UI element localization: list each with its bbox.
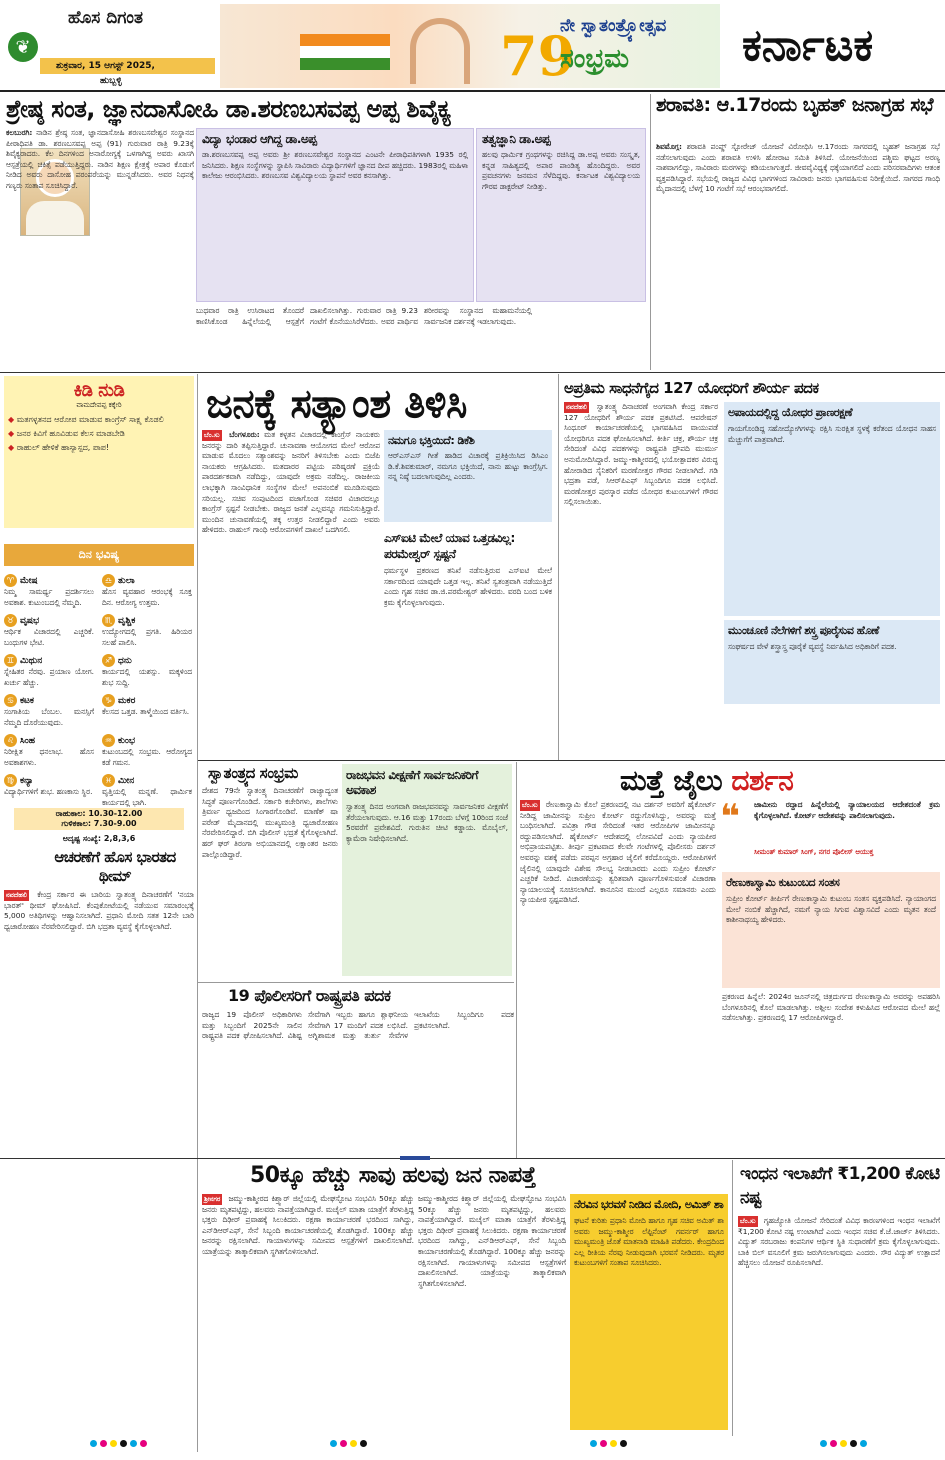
disaster-headline: 50ಕ್ಕೂ ಹೆಚ್ಚು ಸಾವು ಹಲವು ಜನ ನಾಪತ್ತೆ [250,1163,536,1188]
sign-name: ಕನ್ಯಾ [20,776,34,786]
quote-text: ಜಾಮೀನು ರದ್ದಾದ ಹಿನ್ನೆಲೆಯಲ್ಲಿ ನ್ಯಾಯಾಲಯದ ಆದೇಶದಂತೆ ಕ್ರಮ ಕೈಗೊಳ್ಳಲಾಗಿದೆ. ಕೋರ್ಟ್‌ ಆದೇಶವನ್ನು ಪಾಲಿಸಲಾಗುವುದು. [754,800,940,820]
main-headline: ಜನಕ್ಕೆ ಸತ್ಯಾಂಶ ತಿಳಿಸಿ [206,381,467,427]
capricorn-icon: ♑ [102,694,115,707]
india-gate-icon [410,18,470,84]
jail-headline [620,764,940,798]
horoscope-item [102,688,192,733]
awards-box-1 [724,402,940,616]
gemini-icon: ♊ [4,654,17,667]
awards-body: ಸ್ವಾತಂತ್ರ್ಯ ದಿನಾಚರಣೆ ಅಂಗವಾಗಿ ಕೇಂದ್ರ ಸರ್ಕಾರ 127 ಯೋಧರಿಗೆ ಶೌರ್ಯ ಪದಕ ಪ್ರಕಟಿಸಿದೆ. ಆಪರೇಷನ್‌ ಸಿಂಧೂರ್‌ ಕಾರ್ಯಾಚರಣೆಯಲ್ಲಿ ಭಾಗವಹಿಸಿದ ವಾಯುಪಡೆ ಯೋಧರಿಗೂ ಪದಕ ಘೋಷಿಸಲಾಗಿದೆ. ಕೀರ್ತಿ ಚಕ್ರ, ಶೌರ್ಯ ಚಕ್ರ ಸೇರಿದಂತೆ ವಿವಿಧ ಪದಕಗಳನ್ನು ರಾಷ್ಟ್ರಪತಿ ದ್ರೌಪದಿ ಮುರ್ಮು ಅನುಮೋದಿಸಿದ್ದಾರೆ. ಜಮ್ಮು-ಕಾಶ್ಮೀರದಲ್ಲಿ ಭಯೋತ್ಪಾದಕರ ವಿರುದ್ಧ ಹೋರಾಡಿದ ಸೈನಿಕರಿಗೆ ಮರಣೋತ್ತರ ಗೌರವ ನೀಡಲಾಗಿದೆ. ಗಡಿ ಭದ್ರತಾ ಪಡೆ, ಸಿಆರ್‌ಪಿಎಫ್‌ ಸಿಬ್ಬಂದಿಗೂ ಪದಕ ಲಭಿಸಿದೆ. ಮರಣೋತ್ತರ ಪುರಸ್ಕಾರ ಪಡೆದ ಯೋಧರ ಕುಟುಂಬಗಳಿಗೆ ಗೌರವ ಸಲ್ಲಿಸಲಾಯಿತು. [564,402,718,507]
kidi-item-2 [8,428,190,439]
black-dot [360,1440,367,1447]
cyan-dot [860,1440,867,1447]
quote-author: ಸೀಮಂತ್‌ ಕುಮಾರ್‌ ಸಿಂಗ್‌, ನಗರ ಪೊಲೀಸ್‌ ಆಯುಕ್ತ [754,848,874,856]
source-tag: ಬೆಂ.ಸು [522,801,538,809]
lead-box2-body: ಹಲವು ಧಾರ್ಮಿಕ ಗ್ರಂಥಗಳನ್ನು ರಚಿಸಿದ್ದ ಡಾ.ಅಪ್ಪ ಅವರು ಸಂಸ್ಕೃತ, ಕನ್ನಡ ಸಾಹಿತ್ಯದಲ್ಲಿ ಅಪಾರ ಪಾಂಡಿತ್ಯ ಹೊಂದಿದ್ದರು. ಅವರ ಪ್ರವಚನಗಳು ಜನಮನ ಸೆಳೆದಿದ್ದವು. ಕರ್ನಾಟಕ ವಿಶ್ವವಿದ್ಯಾಲಯ ಗೌರವ ಡಾಕ್ಟರೇಟ್ ನೀಡಿತ್ತು. [482,150,640,191]
lead-box1-body: ಡಾ.ಶರಣಬಸವಪ್ಪ ಅಪ್ಪ ಅವರು ಶ್ರೀ ಶರಣಬಸವೇಶ್ವರ ಸಂಸ್ಥಾನದ ಎಂಟನೇ ಪೀಠಾಧಿಪತಿಗಳಾಗಿ 1935 ರಲ್ಲಿ ಜನಿಸಿದರು. ಶಿಕ್ಷಣ ಸಂಸ್ಥೆಗಳನ್ನು ಸ್ಥಾಪಿಸಿ ಸಾವಿರಾರು ವಿದ್ಯಾರ್ಥಿಗಳಿಗೆ ಜ್ಞಾನದ ದೀಪ ಹಚ್ಚಿದರು. 1983ರಲ್ಲಿ ಮಹಿಳಾ ಕಾಲೇಜು ಆರಂಭಿಸಿದರು. ಶರಣಬಸವ ವಿಶ್ವವಿದ್ಯಾಲಯ ಸ್ಥಾಪನೆ ಅವರ ಕನಸಾಗಿತ್ತು. [202,150,468,181]
lead-box1-title: ವಿದ್ಯಾ ಭಂಡಾರ ಆಗಿದ್ದ ಡಾ.ಅಪ್ಪ [202,132,317,146]
column-divider [650,94,651,370]
kidi-nudi-author: ವಾಮದೇವಪ್ಪ ಕಕ್ಕೇರಿ [76,401,122,409]
cyan-dot [90,1440,97,1447]
lucky-numbers: ಅದೃಷ್ಟ ಸಂಖ್ಯೆ: 2,8,3,6 [62,834,136,843]
horoscope-item [4,688,94,733]
taurus-icon: ♉ [4,614,17,627]
main-body: ಮತ ಕಳ್ಳತನ ವಿಚಾರದಲ್ಲಿ ಕಾಂಗ್ರೆಸ್‌ ನಾಯಕರು ಜನರನ್ನು ದಾರಿ ತಪ್ಪಿಸುತ್ತಿದ್ದಾರೆ. ಚುನಾವಣಾ ಆಯೋಗದ ಮೇಲೆ ಆರೋಪ ಮಾಡುವ ಮೊದಲು ಸತ್ಯಾಂಶವನ್ನು ಜನರಿಗೆ ತಿಳಿಸಬೇಕು ಎಂದು ಬಿಜೆಪಿ ನಾಯಕರು ಆಗ್ರಹಿಸಿದರು. ಮತದಾರರ ಪಟ್ಟಿಯ ಪರಿಷ್ಕರಣೆ ಪ್ರಕ್ರಿಯೆ ಪಾರದರ್ಶಕವಾಗಿ ನಡೆದಿದ್ದು, ಯಾವುದೇ ಅಕ್ರಮ ನಡೆದಿಲ್ಲ. ರಾಜಕೀಯ ಲಾಭಕ್ಕಾಗಿ ಸಾಂವಿಧಾನಿಕ ಸಂಸ್ಥೆಗಳ ಮೇಲೆ ಅಪನಂಬಿಕೆ ಮೂಡಿಸುವುದು ಸರಿಯಲ್ಲ. ಸಚಿವ ಸಂಪುಟದಿಂದ ವಜಾಗೊಂಡ ಸಚಿವರ ವಿಚಾರದಲ್ಲೂ ಕಾಂಗ್ರೆಸ್‌ ಸ್ಪಷ್ಟನೆ ನೀಡಬೇಕು. ರಾಜ್ಯದ ಜನತೆ ಎಲ್ಲವನ್ನೂ ಗಮನಿಸುತ್ತಿದ್ದಾರೆ. ಮುಂದಿನ ಚುನಾವಣೆಯಲ್ಲಿ ತಕ್ಕ ಉತ್ತರ ನೀಡಲಿದ್ದಾರೆ ಎಂದು ಅವರು ಹೇಳಿದರು. ರಾಹುಲ್‌ ಗಾಂಧಿ ಆರೋಪಗಳಿಗೆ ದಾಖಲೆ ಒದಗಿಸಲಿ. [202,430,380,535]
relief-body: ಘಟನೆ ಕುರಿತು ಪ್ರಧಾನಿ ಮೋದಿ ಹಾಗೂ ಗೃಹ ಸಚಿವ ಅಮಿತ್‌ ಶಾ ಅವರು ಜಮ್ಮು-ಕಾಶ್ಮೀರ ಲೆಫ್ಟಿನೆಂಟ್‌ ಗವರ್ನರ್‌ ಹಾಗೂ ಮುಖ್ಯಮಂತ್ರಿ ಜೊತೆ ಮಾತನಾಡಿ ಮಾಹಿತಿ ಪಡೆದರು. ಕೇಂದ್ರದಿಂದ ಎಲ್ಲ ರೀತಿಯ ನೆರವು ನೀಡುವುದಾಗಿ ಭರವಸೆ ನೀಡಿದರು. ಮೃತರ ಕುಟುಂಬಗಳಿಗೆ ಸಂತಾಪ ಸೂಚಿಸಿದರು. [574,1216,724,1268]
magenta-dot [340,1440,347,1447]
sign-name: ಮಿಥುನ [20,656,43,666]
sign-name: ವೃಶ್ಚಿಕ [118,616,136,626]
sign-text: ನಿಮ್ಮ ಸಾಮರ್ಥ್ಯ ಪ್ರದರ್ಶಿಸಲು ಅವಕಾಶ. ಕುಟುಂಬದಲ್ಲಿ ನೆಮ್ಮದಿ. [4,587,94,607]
awards-box2-title: ಮುಂಚೂಣಿ ನೆಲೆಗಳಿಗೆ ಶಸ್ತ್ರ ಪೂರೈಸುವ ಹೊಣೆ [728,624,879,637]
kidi-item-3 [8,442,190,453]
leaf-logo-icon: ❦ [8,32,38,62]
sign-text: ಕುಟುಂಬದಲ್ಲಿ ಸಂಭ್ರಮ. ಆರೋಗ್ಯದ ಕಡೆ ಗಮನ. [102,747,192,767]
rajbhavan-body: ಸ್ವಾತಂತ್ರ್ಯ ದಿನದ ಅಂಗವಾಗಿ ರಾಜಭವನವನ್ನು ಸಾರ್ವಜನಿಕರ ವೀಕ್ಷಣೆಗೆ ತೆರೆಯಲಾಗುವುದು. ಆ.16 ಮತ್ತು 17ರಂದು ಬೆಳಗ್ಗೆ 10ರಿಂದ ಸಂಜೆ 5ರವರೆಗೆ ಪ್ರವೇಶವಿದೆ. ಗುರುತಿನ ಚೀಟಿ ಕಡ್ಡಾಯ. ಮೊಬೈಲ್‌, ಕ್ಯಾಮೆರಾ ನಿಷೇಧಿಸಲಾಗಿದೆ. [346,802,508,843]
magenta-dot [100,1440,107,1447]
accent-bar [400,1156,430,1160]
horoscope-item [102,568,192,613]
family-title: ರೇಣುಕಾಸ್ವಾಮಿ ಕುಟುಂಬದ ಸಂತಸ [726,876,840,889]
lead-headline: ಶ್ರೇಷ್ಠ ಸಂತ, ಜ್ಞಾನದಾಸೋಹಿ ಡಾ.ಶರಣಬಸವಪ್ಪ ಅಪ್ಪ ಶಿವೈಕ್ಯ [6,95,452,123]
horoscope-item [4,648,94,693]
section-title: ಕರ್ನಾಟಕ [742,20,874,71]
print-registration-marks [820,1440,867,1447]
jail-headline-red: ದರ್ಶನ [731,764,794,797]
awards-box2-body: ಸಂಘರ್ಷದ ವೇಳೆ ಶಸ್ತ್ರಾಸ್ತ್ರ ಪೂರೈಕೆ ವ್ಯವಸ್ಥೆ ನಿರ್ವಹಿಸಿದ ಅಧಿಕಾರಿಗೆ ಪದಕ. [728,642,897,651]
fuel-article [738,1216,940,1430]
sign-text: ಕಾರ್ಯದಲ್ಲಿ ಯಶಸ್ಸು. ಮಕ್ಕಳಿಂದ ಶುಭ ಸುದ್ದಿ. [102,667,192,687]
sign-name: ಸಿಂಹ [20,736,36,746]
kidi-nudi-title: ಕಿಡಿ ನುಡಿ [73,380,125,401]
flag-green-stripe [300,58,390,70]
sign-text: ನಿರೀಕ್ಷಿತ ಧನಲಾಭ. ಹೊಸ ಅವಕಾಶಗಳು. [4,747,94,767]
police-body: ರಾಜ್ಯದ 19 ಪೊಲೀಸ್‌ ಅಧಿಕಾರಿಗಳು ಮತ್ತು ಸಿಬ್ಬಂದಿಗೆ 2025ನೇ ಸಾಲಿನ ರಾಷ್ಟ್ರಪತಿ ಪದಕ ಘೋಷಿಸಲಾಗಿದೆ. ವಿಶಿಷ್ಟ ಸೇವೆಗಾಗಿ ಇಬ್ಬರು ಹಾಗೂ ಶ್ಲಾಘನೀಯ ಸೇವೆಗಾಗಿ 17 ಮಂದಿಗೆ ಪದಕ ಲಭಿಸಿದೆ. ಅಗ್ನಿಶಾಮಕ ಮತ್ತು ತುರ್ತು ಸೇವೆಗಳ ಇಲಾಖೆಯ ಸಿಬ್ಬಂದಿಗೂ ಪದಕ ಪ್ರಕಟಿಸಲಾಗಿದೆ. [202,1010,514,1041]
jail-body: ರೇಣುಕಾಸ್ವಾಮಿ ಕೊಲೆ ಪ್ರಕರಣದಲ್ಲಿ ನಟ ದರ್ಶನ್‌ ಅವರಿಗೆ ಹೈಕೋರ್ಟ್‌ ನೀಡಿದ್ದ ಜಾಮೀನನ್ನು ಸುಪ್ರೀಂ ಕೋರ್ಟ್‌ ರದ್ದುಗೊಳಿಸಿದ್ದು, ಅವರನ್ನು ಮತ್ತೆ ಬಂಧಿಸಲಾಗಿದೆ. ಪವಿತ್ರಾ ಗೌಡ ಸೇರಿದಂತೆ ಇತರ ಆರೋಪಿಗಳ ಜಾಮೀನನ್ನೂ ರದ್ದುಪಡಿಸಲಾಗಿದೆ. ಹೈಕೋರ್ಟ್‌ ಆದೇಶದಲ್ಲಿ ಲೋಪವಿದೆ ಎಂದು ನ್ಯಾಯಪೀಠ ಅಭಿಪ್ರಾಯಪಟ್ಟಿತು. ತೀರ್ಪು ಪ್ರಕಟವಾದ ಕೆಲವೇ ಗಂಟೆಗಳಲ್ಲಿ ಪೊಲೀಸರು ದರ್ಶನ್‌ ಅವರನ್ನು ವಶಕ್ಕೆ ಪಡೆದು ಪರಪ್ಪನ ಅಗ್ರಹಾರ ಜೈಲಿಗೆ ಕರೆದೊಯ್ದರು. ಆರೋಪಿಗಳಿಗೆ ಜೈಲಿನಲ್ಲಿ ಯಾವುದೇ ವಿಶೇಷ ಸೌಲಭ್ಯ ನೀಡಬಾರದು ಎಂದು ಸುಪ್ರೀಂ ಕೋರ್ಟ್‌ ಎಚ್ಚರಿಕೆ ನೀಡಿದೆ. ವಿಚಾರಣೆಯನ್ನು ತ್ವರಿತವಾಗಿ ಪೂರ್ಣಗೊಳಿಸುವಂತೆ ವಿಚಾರಣಾ ನ್ಯಾಯಾಲಯಕ್ಕೆ ಸೂಚಿಸಲಾಗಿದೆ. ಕಾನೂನಿನ ಮುಂದೆ ಎಲ್ಲರೂ ಸಮಾನರು ಎಂದು ನ್ಯಾಯಪೀಠ ಸ್ಪಷ್ಟಪಡಿಸಿದೆ. [520,800,716,905]
awards-article [564,402,718,754]
theme-body: ಕೇಂದ್ರ ಸರ್ಕಾರ ಈ ಬಾರಿಯ ಸ್ವಾತಂತ್ರ್ಯ ದಿನಾಚರಣೆಗೆ 'ನಯಾ ಭಾರತ್‌' ಥೀಮ್‌ ಘೋಷಿಸಿದೆ. ಕೆಂಪುಕೋಟೆಯಲ್ಲಿ ನಡೆಯುವ ಸಮಾರಂಭಕ್ಕೆ 5,000 ಅತಿಥಿಗಳನ್ನು ಆಹ್ವಾನಿಸಲಾಗಿದೆ. ಪ್ರಧಾನಿ ಮೋದಿ ಸತತ 12ನೇ ಬಾರಿ ಧ್ವಜಾರೋಹಣ ನೆರವೇರಿಸಲಿದ್ದಾರೆ. ಬಿಗಿ ಭದ್ರತಾ ವ್ಯವಸ್ಥೆ ಕೈಗೊಳ್ಳಲಾಗಿದೆ. [4,890,194,931]
main-dateline: ಬೆಂಗಳೂರು: [229,430,260,439]
sign-name: ಕಟಕ [20,696,34,706]
celebration-number: 79 [500,24,576,88]
disaster-article [202,1194,414,1430]
black-dot [620,1440,627,1447]
flag-white-stripe [300,46,390,58]
kidi-item-2-text: ಜನರ ಕಿವಿಗೆ ಹೂವಿಡುವ ಕೆಲಸ ಮಾಡಬೇಡಿ [16,429,125,438]
issue-date: ಶುಕ್ರವಾರ, 15 ಆಗಸ್ಟ್ 2025, [40,58,215,74]
sign-text: ಸ್ನೇಹಿತರ ನೆರವು. ಪ್ರಯಾಣ ಯೋಗ. ಖರ್ಚು ಹೆಚ್ಚು. [4,667,94,687]
fuel-headline: ಇಂಧನ ಇಲಾಖೆಗೆ ₹1,200 ಕೋಟಿ ನಷ್ಟ [740,1164,940,1208]
sit-title: ಎಸ್‌ಐಟಿ ಮೇಲೆ ಯಾವ ಒತ್ತಡವಿಲ್ಲ: ಪರಮೇಶ್ವರ್‌ ಸ್ಪಷ್ಟನೆ [384,531,515,561]
libra-icon: ♎ [102,574,115,587]
yellow-dot [840,1440,847,1447]
sign-text: ಆರ್ಥಿಕ ವಿಚಾರದಲ್ಲಿ ಎಚ್ಚರಿಕೆ. ಬಂಧುಗಳ ಭೇಟಿ. [4,627,94,647]
lead-dateline: ಕಲಬುರಗಿ: [6,128,33,137]
row-divider-3 [198,982,514,983]
black-dot [850,1440,857,1447]
leo-icon: ♌ [4,734,17,747]
black-dot [120,1440,127,1447]
family-body: ಸುಪ್ರೀಂ ಕೋರ್ಟ್‌ ತೀರ್ಪಿಗೆ ರೇಣುಕಾಸ್ವಾಮಿ ಕುಟುಂಬ ಸಂತಸ ವ್ಯಕ್ತಪಡಿಸಿದೆ. ನ್ಯಾಯಾಂಗದ ಮೇಲೆ ನಂಬಿಕೆ ಹೆಚ್ಚಾಗಿದೆ, ನಮಗೆ ನ್ಯಾಯ ಸಿಗುವ ವಿಶ್ವಾಸವಿದೆ ಎಂದು ಮೃತನ ತಂದೆ ಕಾಶೀನಾಥಯ್ಯ ಹೇಳಿದರು. [726,894,936,925]
disaster-body: ಜಮ್ಮು-ಕಾಶ್ಮೀರದ ಕಿಶ್ತ್ವಾರ್‌ ಜಿಲ್ಲೆಯಲ್ಲಿ ಮೇಘಸ್ಫೋಟ ಸಂಭವಿಸಿ 50ಕ್ಕೂ ಹೆಚ್ಚು ಜನರು ಮೃತಪಟ್ಟಿದ್ದು, ಹಲವರು ನಾಪತ್ತೆಯಾಗಿದ್ದಾರೆ. ಮಚೈಲ್‌ ಮಾತಾ ಯಾತ್ರೆಗೆ ತೆರಳುತ್ತಿದ್ದ ಭಕ್ತರು ದಿಢೀರ್‌ ಪ್ರವಾಹಕ್ಕೆ ಸಿಲುಕಿದರು. ರಕ್ಷಣಾ ಕಾರ್ಯಾಚರಣೆ ಭರದಿಂದ ಸಾಗಿದ್ದು, ಎನ್‌ಡಿಆರ್‌ಎಫ್‌, ಸೇನೆ ಸಿಬ್ಬಂದಿ ಕಾರ್ಯಾಚರಣೆಯಲ್ಲಿ ತೊಡಗಿದ್ದಾರೆ. 100ಕ್ಕೂ ಹೆಚ್ಚು ಜನರನ್ನು ರಕ್ಷಿಸಲಾಗಿದೆ. ಗಾಯಾಳುಗಳನ್ನು ಸಮೀಪದ ಆಸ್ಪತ್ರೆಗಳಿಗೆ ದಾಖಲಿಸಲಾಗಿದೆ. ಯಾತ್ರೆಯನ್ನು ತಾತ್ಕಾಲಿಕವಾಗಿ ಸ್ಥಗಿತಗೊಳಿಸಲಾಗಿದೆ. [202,1194,414,1256]
awards-box1-title: ಅಪಾಯದಲ್ಲಿದ್ದ ಯೋಧರ ಪ್ರಾಣರಕ್ಷಣೆ [728,406,853,419]
kidi-item-1-text: ಮತಗಳ್ಳತನದ ಆರೋಪ ಮಾಡುವ ಕಾಂಗ್ರೆಸ್‌ ಸಾಕ್ಷ್ಯ ಕೊಡಲಿ [16,415,164,424]
police-quote [720,797,940,868]
masthead [0,0,945,92]
horoscope-grid [4,568,194,807]
bullet-icon: ◆ [8,443,17,452]
column-divider [516,762,517,1158]
horoscope-item [102,768,192,813]
rajbhavan-box [342,764,512,976]
theme-headline: ಆಚರಣೆಗೆ ಹೊಸ ಭಾರತದ ಥೀಮ್‌ [54,848,176,885]
print-registration-marks [590,1440,627,1447]
sign-text: ಹೊಸ ವ್ಯವಹಾರ ಆರಂಭಕ್ಕೆ ಸೂಕ್ತ ದಿನ. ಆರೋಗ್ಯ ಉತ್ತಮ. [102,587,192,607]
sign-name: ಧನು [118,656,132,666]
relief-title: ನೆರವಿನ ಭರವಸೆ ನೀಡಿದ ಮೋದಿ, ಅಮಿತ್‌ ಶಾ [574,1198,724,1211]
sign-name: ಕುಂಭ [118,736,136,746]
awards-box-2 [724,620,940,704]
awards-headline: ಅಪ್ರತಿಮ ಸಾಧನೆಗೈದ 127 ಯೋಧರಿಗೆ ಶೌರ್ಯ ಪದಕ [564,379,819,397]
sign-text: ಕೆಲಸದ ಒತ್ತಡ. ತಾಳ್ಮೆಯಿಂದ ವರ್ತಿಸಿ. [102,707,190,716]
quote-icon: ❝ [720,797,740,837]
awards-box1-body: ಗಾಯಗೊಂಡಿದ್ದ ಸಹೋದ್ಯೋಗಿಗಳನ್ನು ರಕ್ಷಿಸಿ ಸುರಕ್ಷಿತ ಸ್ಥಳಕ್ಕೆ ಕರೆತಂದ ಯೋಧನ ಸಾಹಸ ಮೆಚ್ಚುಗೆಗೆ ಪಾತ್ರವಾಗಿದೆ. [728,424,936,444]
row-divider-1 [0,372,945,373]
rajbhavan-headline: ರಾಜಭವನ ವೀಕ್ಷಣೆಗೆ ಸಾರ್ವಜನಿಕರಿಗೆ ಅವಕಾಶ [346,768,478,797]
dks-box [384,430,552,522]
sharavathi-headline: ಶರಾವತಿ: ಆ.17ರಂದು ಬೃಹತ್ ಜನಾಗ್ರಹ ಸಭೆ [656,94,934,116]
celebration-line-2: ಸಂಭ್ರಮ [560,44,629,74]
cancer-icon: ♋ [4,694,17,707]
lead-continued-text: ಬುಧವಾರ ರಾತ್ರಿ ಉಸಿರಾಟದ ತೊಂದರೆ ಕಾಣಿಸಿಕೊಂಡ ಹಿನ್ನೆಲೆಯಲ್ಲಿ ಆಸ್ಪತ್ರೆಗೆ ದಾಖಲಿಸಲಾಗಿತ್ತು. ಗುರುವಾರ ರಾತ್ರಿ 9.23 ಗಂಟೆಗೆ ಕೊನೆಯುಸಿರೆಳೆದರು. ಅವರ ಪಾರ್ಥಿವ ಶರೀರವನ್ನು ಸಂಸ್ಥಾನದ ಮಹಾಮನೆಯಲ್ಲಿ ಸಾರ್ವಜನಿಕ ದರ್ಶನಕ್ಕೆ ಇಡಲಾಗುವುದು. [196,306,532,326]
horoscope-item [4,728,94,773]
disaster-continued: ಜಮ್ಮು-ಕಾಶ್ಮೀರದ ಕಿಶ್ತ್ವಾರ್‌ ಜಿಲ್ಲೆಯಲ್ಲಿ ಮೇಘಸ್ಫೋಟ ಸಂಭವಿಸಿ 50ಕ್ಕೂ ಹೆಚ್ಚು ಜನರು ಮೃತಪಟ್ಟಿದ್ದು, ಹಲವರು ನಾಪತ್ತೆಯಾಗಿದ್ದಾರೆ. ಮಚೈಲ್‌ ಮಾತಾ ಯಾತ್ರೆಗೆ ತೆರಳುತ್ತಿದ್ದ ಭಕ್ತರು ದಿಢೀರ್‌ ಪ್ರವಾಹಕ್ಕೆ ಸಿಲುಕಿದರು. ರಕ್ಷಣಾ ಕಾರ್ಯಾಚರಣೆ ಭರದಿಂದ ಸಾಗಿದ್ದು, ಎನ್‌ಡಿಆರ್‌ಎಫ್‌, ಸೇನೆ ಸಿಬ್ಬಂದಿ ಕಾರ್ಯಾಚರಣೆಯಲ್ಲಿ ತೊಡಗಿದ್ದಾರೆ. 100ಕ್ಕೂ ಹೆಚ್ಚು ಜನರನ್ನು ರಕ್ಷಿಸಲಾಗಿದೆ. ಗಾಯಾಳುಗಳನ್ನು ಸಮೀಪದ ಆಸ್ಪತ್ರೆಗಳಿಗೆ ದಾಖಲಿಸಲಾಗಿದೆ. ಯಾತ್ರೆಯನ್ನು ತಾತ್ಕಾಲಿಕವಾಗಿ ಸ್ಥಗಿತಗೊಳಿಸಲಾಗಿದೆ. [418,1194,566,1288]
lead-article [6,128,194,368]
bullet-icon: ◆ [8,429,17,438]
sign-text: ಉದ್ಯೋಗದಲ್ಲಿ ಪ್ರಗತಿ. ಹಿರಿಯರ ಸಲಹೆ ಪಾಲಿಸಿ. [102,627,192,647]
sign-name: ಮೀನ [118,776,135,786]
magenta-dot [600,1440,607,1447]
source-tag: ನವದೆಹಲಿ [566,403,587,411]
paper-name: ಹೊಸ ದಿಗಂತ [68,8,143,28]
cyan-dot [820,1440,827,1447]
sit-story [384,530,552,746]
dks-body: ಆರ್‌ಎಸ್‌ಎಸ್‌ ಗೀತೆ ಹಾಡಿದ ವಿಚಾರಕ್ಕೆ ಪ್ರತಿಕ್ರಿಯಿಸಿದ ಡಿಸಿಎಂ ಡಿ.ಕೆ.ಶಿವಕುಮಾರ್‌, ನಮಗೂ ಭಕ್ತಿಯಿದೆ, ನಾನು ಹುಟ್ಟು ಕಾಂಗ್ರೆಸ್ಸಿಗ. ನನ್ನ ನಿಷ್ಠೆ ಬದಲಾಗುವುದಿಲ್ಲ ಎಂದರು. [388,451,548,482]
magenta-dot [140,1440,147,1447]
scorpio-icon: ♏ [102,614,115,627]
kidi-nudi-box [4,376,194,528]
horoscope-item [4,568,94,613]
horoscope-item [4,768,94,813]
main-article [202,430,380,754]
celebration-line-1: ನೇ ಸ್ವಾತಂತ್ರ್ಯೋತ್ಸವ [560,16,667,36]
column-divider [558,374,559,760]
sagittarius-icon: ♐ [102,654,115,667]
sit-body: ಧರ್ಮಸ್ಥಳ ಪ್ರಕರಣದ ತನಿಖೆ ನಡೆಸುತ್ತಿರುವ ಎಸ್‌ಐಟಿ ಮೇಲೆ ಸರ್ಕಾರದಿಂದ ಯಾವುದೇ ಒತ್ತಡ ಇಲ್ಲ. ತನಿಖೆ ಸ್ವತಂತ್ರವಾಗಿ ನಡೆಯುತ್ತಿದೆ ಎಂದು ಗೃಹ ಸಚಿವ ಡಾ.ಜಿ.ಪರಮೇಶ್ವರ್‌ ಹೇಳಿದರು. ವರದಿ ಬಂದ ಬಳಿಕ ಕ್ರಮ ಕೈಗೊಳ್ಳಲಾಗುವುದು. [384,566,552,607]
sharavathi-dateline: ಶಿವಮೊಗ್ಗ: [656,142,682,151]
kidi-item-3-text: ರಾಹುಲ್‌ ಹೇಳಿಕೆ ಹಾಸ್ಯಾಸ್ಪದ, ಪಾಪ! [16,443,110,452]
family-box [722,872,940,988]
rahukala: ರಾಹುಕಾಲ: 10.30-12.00 [55,809,143,818]
horoscope-item [102,648,192,693]
bullet-icon: ◆ [8,415,17,424]
sambhrama-body: ದೇಶದ 79ನೇ ಸ್ವಾತಂತ್ರ್ಯ ದಿನಾಚರಣೆಗೆ ರಾಜ್ಯಾದ್ಯಂತ ಸಿದ್ಧತೆ ಪೂರ್ಣಗೊಂಡಿದೆ. ಸರ್ಕಾರಿ ಕಚೇರಿಗಳು, ಶಾಲೆಗಳು ತ್ರಿವರ್ಣ ಧ್ವಜದಿಂದ ಸಿಂಗಾರಗೊಂಡಿವೆ. ಮಾಣೆಕ್‌ ಷಾ ಪರೇಡ್‌ ಮೈದಾನದಲ್ಲಿ ಮುಖ್ಯಮಂತ್ರಿ ಧ್ವಜಾರೋಹಣ ನೆರವೇರಿಸಲಿದ್ದಾರೆ. ಬಿಗಿ ಪೊಲೀಸ್‌ ಭದ್ರತೆ ಕೈಗೊಳ್ಳಲಾಗಿದೆ. ಹರ್‌ ಘರ್‌ ತಿರಂಗಾ ಅಭಿಯಾನದಲ್ಲಿ ಲಕ್ಷಾಂತರ ಜನರು ಪಾಲ್ಗೊಂಡಿದ್ದಾರೆ. [202,786,338,859]
sign-text: ವಿದ್ಯಾರ್ಥಿಗಳಿಗೆ ಶುಭ. ಹಣಕಾಸು ಸ್ಥಿರ. [4,787,93,796]
cyan-dot [590,1440,597,1447]
yellow-dot [610,1440,617,1447]
virgo-icon: ♍ [4,774,17,787]
source-tag: ಬೆಂ.ಸು [204,431,220,439]
print-registration-marks [90,1440,147,1447]
police-headline: 19 ಪೊಲೀಸರಿಗೆ ರಾಷ್ಟ್ರಪತಿ ಪದಕ [228,986,391,1005]
horoscope-item [4,608,94,653]
cyan-dot [130,1440,137,1447]
source-tag: ಬೆಂ.ಸು [740,1217,756,1225]
lead-box2-title: ತತ್ವಜ್ಞಾನಿ ಡಾ.ಅಪ್ಪ [482,132,551,146]
source-tag: ನವದೆಹಲಿ [6,891,27,899]
gulika-kala: ಗುಳಿಕಕಾಲ: 7.30-9.00 [61,819,137,828]
fuel-body: ಗೃಹಜ್ಯೋತಿ ಯೋಜನೆ ಸೇರಿದಂತೆ ವಿವಿಧ ಕಾರಣಗಳಿಂದ ಇಂಧನ ಇಲಾಖೆಗೆ ₹1,200 ಕೋಟಿ ನಷ್ಟ ಉಂಟಾಗಿದೆ ಎಂದು ಇಂಧನ ಸಚಿವ ಕೆ.ಜೆ.ಜಾರ್ಜ್‌ ತಿಳಿಸಿದರು. ವಿದ್ಯುತ್‌ ಸರಬರಾಜು ಕಂಪನಿಗಳ ಆರ್ಥಿಕ ಸ್ಥಿತಿ ಸುಧಾರಣೆಗೆ ಕ್ರಮ ಕೈಗೊಳ್ಳಲಾಗುವುದು. ಬಾಕಿ ಬಿಲ್‌ ವಸೂಲಿಗೆ ಕ್ರಮ ಜರುಗಿಸಲಾಗುವುದು ಎಂದರು. ಸೌರ ವಿದ್ಯುತ್‌ ಉತ್ಪಾದನೆ ಹೆಚ್ಚಿಸಲು ಯೋಜನೆ ರೂಪಿಸಲಾಗಿದೆ. [738,1216,940,1268]
family-more: ಪ್ರಕರಣದ ಹಿನ್ನೆಲೆ: 2024ರ ಜೂನ್‌ನಲ್ಲಿ ಚಿತ್ರದುರ್ಗದ ರೇಣುಕಾಸ್ವಾಮಿ ಅವರನ್ನು ಅಪಹರಿಸಿ ಬೆಂಗಳೂರಿನಲ್ಲಿ ಕೊಲೆ ಮಾಡಲಾಗಿತ್ತು. ಅಶ್ಲೀಲ ಸಂದೇಶ ಕಳುಹಿಸಿದ ಆರೋಪದ ಮೇಲೆ ಹಲ್ಲೆ ನಡೆಸಲಾಗಿತ್ತು. ಪ್ರಕರಣದಲ್ಲಿ 17 ಆರೋಪಿಗಳಿದ್ದಾರೆ. [722,992,940,1023]
jail-headline-black: ಮತ್ತೆ ಜೈಲು [620,764,723,797]
horoscope-item [102,728,192,773]
yellow-dot [110,1440,117,1447]
print-registration-marks [330,1440,367,1447]
row-divider-2 [198,760,945,761]
column-divider [197,374,198,1452]
sambhrama-headline: ಸ್ವಾತಂತ್ರ್ಯದ ಸಂಭ್ರಮ [208,764,298,782]
horoscope-item [102,608,192,653]
aquarius-icon: ♒ [102,734,115,747]
pisces-icon: ♓ [102,774,115,787]
aries-icon: ♈ [4,574,17,587]
sharavathi-body: ಶರಾವತಿ ಪಂಪ್ಡ್ ಸ್ಟೋರೇಜ್ ಯೋಜನೆ ವಿರೋಧಿಸಿ ಆ.17ರಂದು ಸಾಗರದಲ್ಲಿ ಬೃಹತ್ ಜನಾಗ್ರಹ ಸಭೆ ನಡೆಸಲಾಗುವುದು ಎಂದು ಶರಾವತಿ ಉಳಿಸಿ ಹೋರಾಟ ಸಮಿತಿ ತಿಳಿಸಿದೆ. ಯೋಜನೆಯಿಂದ ಪಶ್ಚಿಮ ಘಟ್ಟದ ಅರಣ್ಯ ನಾಶವಾಗಲಿದ್ದು, ಸಾವಿರಾರು ಮರಗಳನ್ನು ಕಡಿಯಲಾಗುತ್ತದೆ. ಜೀವವೈವಿಧ್ಯಕ್ಕೆ ಧಕ್ಕೆಯಾಗಲಿದೆ ಎಂದು ಪರಿಸರವಾದಿಗಳು ಆತಂಕ ವ್ಯಕ್ತಪಡಿಸಿದ್ದಾರೆ. ಸಭೆಯಲ್ಲಿ ರಾಜ್ಯದ ವಿವಿಧ ಭಾಗಗಳಿಂದ ಸಾವಿರಾರು ಜನರು ಭಾಗವಹಿಸುವ ನಿರೀಕ್ಷೆಯಿದೆ. ಸಾಗರದ ಗಾಂಧಿ ಮೈದಾನದಲ್ಲಿ ಬೆಳಗ್ಗೆ 10 ಗಂಟೆಗೆ ಸಭೆ ಆರಂಭವಾಗಲಿದೆ. [656,142,940,194]
horoscope-title: ದಿನ ಭವಿಷ್ಯ [4,544,194,566]
relief-box [570,1194,728,1430]
masthead-rule [0,90,945,92]
sharavathi-article [656,142,940,370]
sign-name: ತುಲಾ [118,576,135,586]
edition-city: ಹುಬ್ಬಳ್ಳಿ [100,76,122,86]
sign-name: ವೃಷಭ [20,616,40,626]
time-box [14,808,184,830]
theme-article [4,890,194,1430]
dks-title: ನಮಗೂ ಭಕ್ತಿಯಿದೆ: ಡಿಕೆಶಿ [388,434,475,447]
source-tag: ಶ್ರೀನಗರ [204,1195,221,1203]
flag-saffron-stripe [300,34,390,46]
sign-name: ಮೇಷ [20,576,38,586]
lead-info-box-2 [476,128,646,302]
yellow-dot [350,1440,357,1447]
magenta-dot [830,1440,837,1447]
column-divider [732,1160,733,1436]
lead-info-box-1 [196,128,474,302]
sign-text: ಸಂಗಾತಿಯ ಬೆಂಬಲ. ಮನಸ್ಸಿಗೆ ನೆಮ್ಮದಿ ದೊರೆಯುವುದು. [4,707,94,727]
cyan-dot [330,1440,337,1447]
kidi-item-1 [8,414,190,425]
lead-body: ನಾಡಿನ ಶ್ರೇಷ್ಠ ಸಂತ, ಜ್ಞಾನದಾಸೋಹಿ ಶರಣಬಸವೇಶ್ವರ ಸಂಸ್ಥಾನದ ಪೀಠಾಧಿಪತಿ ಡಾ. ಶರಣಬಸವಪ್ಪ ಅಪ್ಪ (91) ಗುರುವಾರ ರಾತ್ರಿ 9.23ಕ್ಕೆ ಶಿವೈಕ್ಯರಾದರು. ಕೆಲ ದಿನಗಳಿಂದ ಅನಾರೋಗ್ಯಕ್ಕೆ ಒಳಗಾಗಿದ್ದ ಅವರು ಖಾಸಗಿ ಆಸ್ಪತ್ರೆಯಲ್ಲಿ ಚಿಕಿತ್ಸೆ ಪಡೆಯುತ್ತಿದ್ದರು. ನಾಡಿನ ಶಿಕ್ಷಣ ಕ್ಷೇತ್ರಕ್ಕೆ ಅಪಾರ ಕೊಡುಗೆ ನೀಡಿದ ಅವರು ದಾಸೋಹ ಪರಂಪರೆಯನ್ನು ಮುನ್ನಡೆಸಿದರು. ಅವರ ನಿಧನಕ್ಕೆ ಗಣ್ಯರು ಸಂತಾಪ ಸೂಚಿಸಿದ್ದಾರೆ. [6,128,194,190]
sign-text: ವೃತ್ತಿಯಲ್ಲಿ ಮನ್ನಣೆ. ಧಾರ್ಮಿಕ ಕಾರ್ಯದಲ್ಲಿ ಭಾಗಿ. [102,787,192,807]
sign-name: ಮಕರ [118,696,136,706]
jail-article [520,800,716,1154]
